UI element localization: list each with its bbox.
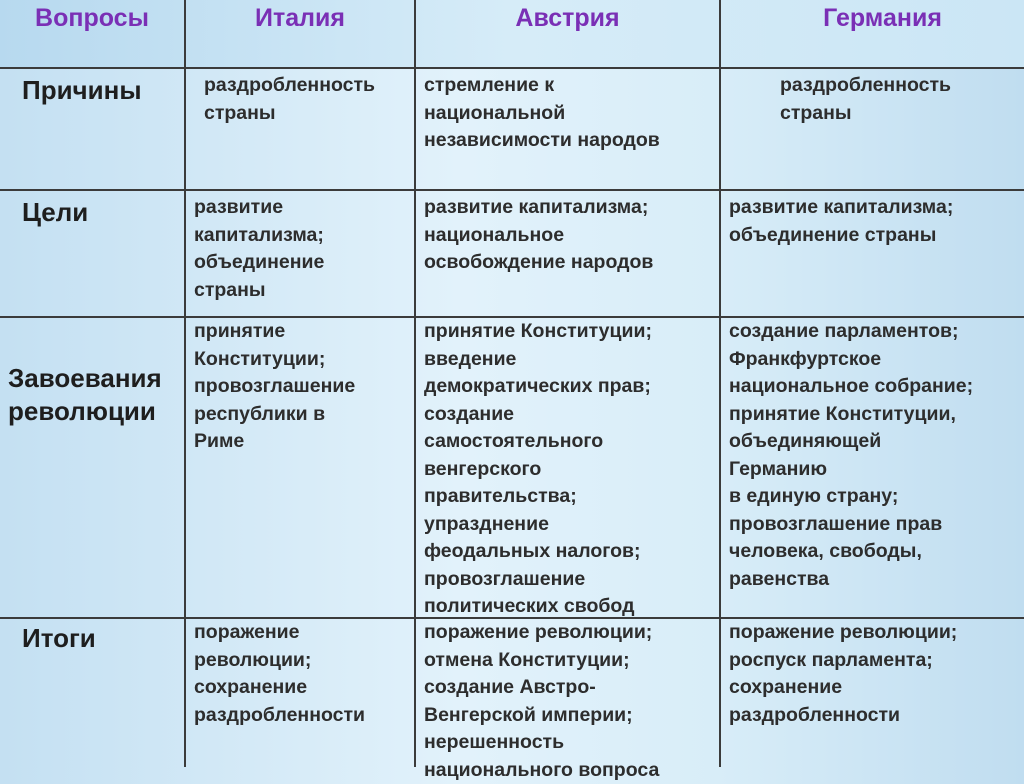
cell-germany-results: поражение революции; роспуск парламента; сохранение раздробленности — [729, 621, 958, 726]
row-label-causes: Причины — [22, 75, 142, 105]
cell-italy-goals: развитие капитализма; объединение страны — [194, 196, 325, 301]
header-germany: Германия — [823, 4, 942, 32]
column-divider — [719, 0, 721, 767]
cell-germany-achievements: создание парламентов; Франкфуртское национальное собрание; принятие Конституции, объединяющей Германию в единую страну; провозглашение прав человека, свободы, равенства — [729, 320, 974, 590]
cell-italy-results: поражение революции; сохранение раздробленности — [194, 621, 366, 726]
cell-austria-results: поражение революции; отмена Конституции; создание Австро- Венгерской империи; нерешенность национального вопроса — [424, 621, 660, 781]
row-divider — [0, 67, 1024, 69]
cell-italy-achievements: принятие Конституции; провозглашение республики в Риме — [194, 320, 356, 452]
cell-austria-causes: стремление к национальной независимости народов — [424, 74, 660, 151]
column-divider — [414, 0, 416, 767]
header-austria: Австрия — [515, 4, 620, 32]
row-label-results: Итоги — [22, 623, 96, 653]
row-divider — [0, 189, 1024, 191]
header-questions: Вопросы — [35, 4, 149, 32]
row-label-achievements: Завоевания революции — [8, 363, 162, 426]
cell-austria-achievements: принятие Конституции; введение демократических прав; создание самостоятельного венгерского правительства; упразднение феодальных налогов; провозглашение политических свобод — [424, 320, 652, 617]
row-label-goals: Цели — [22, 197, 89, 227]
cell-germany-causes: раздробленность страны — [780, 74, 952, 124]
cell-austria-goals: развитие капитализма; национальное освобождение народов — [424, 196, 654, 273]
header-italy: Италия — [255, 4, 345, 32]
column-divider — [184, 0, 186, 767]
cell-italy-causes: раздробленность страны — [204, 74, 376, 124]
cell-germany-goals: развитие капитализма; объединение страны — [729, 196, 954, 246]
